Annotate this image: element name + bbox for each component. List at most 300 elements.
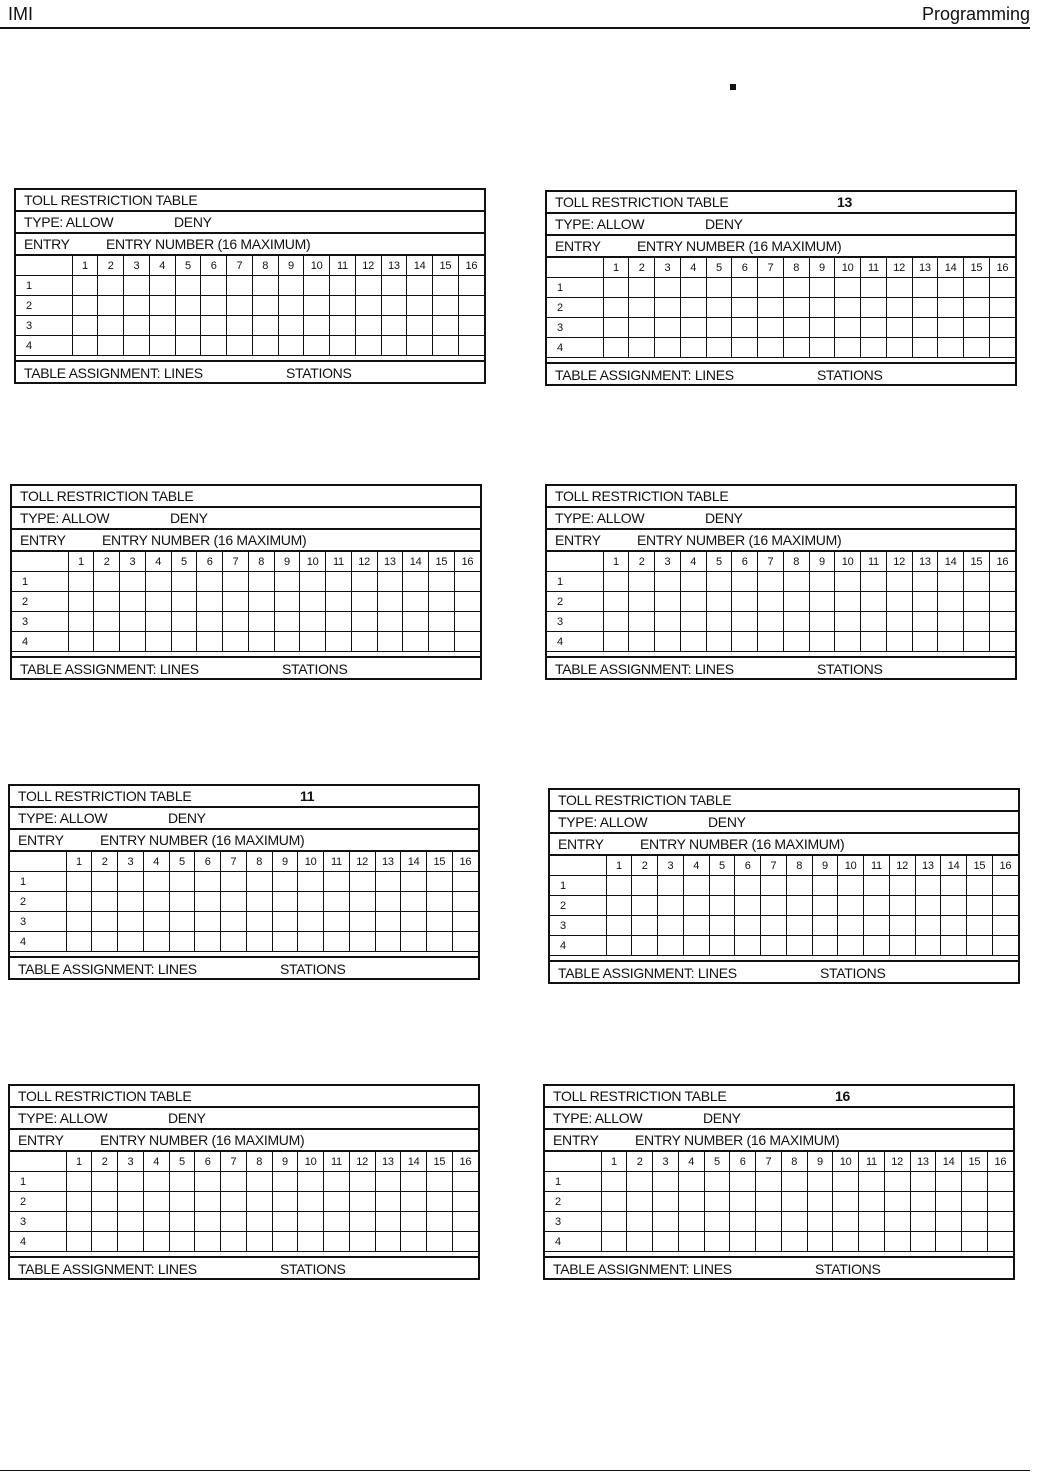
entry-cell[interactable]: [683, 916, 709, 936]
entry-cell[interactable]: [427, 912, 453, 932]
entry-cell[interactable]: [709, 916, 735, 936]
entry-cell[interactable]: [864, 876, 890, 896]
entry-cell[interactable]: [962, 1192, 988, 1212]
entry-cell[interactable]: [407, 296, 433, 316]
entry-cell[interactable]: [989, 278, 1015, 298]
entry-cell[interactable]: [298, 1192, 324, 1212]
entry-cell[interactable]: [884, 1232, 910, 1252]
entry-cell[interactable]: [964, 632, 990, 652]
entry-cell[interactable]: [658, 876, 684, 896]
entry-cell[interactable]: [355, 316, 381, 336]
entry-cell[interactable]: [835, 592, 861, 612]
entry-cell[interactable]: [375, 1232, 401, 1252]
entry-cell[interactable]: [375, 1212, 401, 1232]
entry-cell[interactable]: [427, 1172, 453, 1192]
entry-cell[interactable]: [201, 296, 227, 316]
entry-cell[interactable]: [227, 316, 253, 336]
entry-cell[interactable]: [709, 896, 735, 916]
entry-cell[interactable]: [298, 1212, 324, 1232]
entry-cell[interactable]: [732, 338, 758, 358]
entry-cell[interactable]: [377, 612, 403, 632]
entry-cell[interactable]: [143, 1212, 169, 1232]
entry-cell[interactable]: [195, 1212, 221, 1232]
entry-cell[interactable]: [278, 296, 304, 316]
entry-cell[interactable]: [807, 1192, 833, 1212]
entry-cell[interactable]: [324, 1232, 350, 1252]
entry-cell[interactable]: [835, 278, 861, 298]
entry-cell[interactable]: [375, 1172, 401, 1192]
entry-cell[interactable]: [195, 1192, 221, 1212]
entry-cell[interactable]: [629, 592, 655, 612]
entry-cell[interactable]: [781, 1212, 807, 1232]
entry-cell[interactable]: [629, 572, 655, 592]
entry-cell[interactable]: [629, 318, 655, 338]
entry-cell[interactable]: [94, 612, 120, 632]
entry-cell[interactable]: [92, 1172, 118, 1192]
entry-cell[interactable]: [221, 912, 247, 932]
entry-cell[interactable]: [964, 612, 990, 632]
entry-cell[interactable]: [962, 1232, 988, 1252]
entry-cell[interactable]: [349, 892, 375, 912]
entry-cell[interactable]: [987, 1212, 1013, 1232]
entry-cell[interactable]: [833, 1212, 859, 1232]
entry-cell[interactable]: [120, 572, 146, 592]
entry-cell[interactable]: [145, 632, 171, 652]
entry-cell[interactable]: [756, 1192, 782, 1212]
entry-cell[interactable]: [143, 1192, 169, 1212]
entry-cell[interactable]: [653, 1172, 679, 1192]
entry-cell[interactable]: [72, 336, 98, 356]
entry-cell[interactable]: [761, 876, 787, 896]
entry-cell[interactable]: [938, 338, 964, 358]
entry-cell[interactable]: [92, 1212, 118, 1232]
entry-cell[interactable]: [627, 1172, 653, 1192]
entry-cell[interactable]: [941, 916, 967, 936]
entry-cell[interactable]: [783, 592, 809, 612]
entry-cell[interactable]: [781, 1232, 807, 1252]
entry-cell[interactable]: [783, 278, 809, 298]
entry-cell[interactable]: [401, 1172, 427, 1192]
entry-cell[interactable]: [809, 278, 835, 298]
entry-cell[interactable]: [783, 572, 809, 592]
entry-cell[interactable]: [962, 1172, 988, 1192]
entry-cell[interactable]: [298, 872, 324, 892]
entry-cell[interactable]: [886, 612, 912, 632]
entry-cell[interactable]: [355, 296, 381, 316]
entry-cell[interactable]: [330, 336, 356, 356]
entry-cell[interactable]: [98, 296, 124, 316]
entry-cell[interactable]: [304, 336, 330, 356]
entry-cell[interactable]: [246, 1232, 272, 1252]
entry-cell[interactable]: [349, 1192, 375, 1212]
entry-cell[interactable]: [964, 592, 990, 612]
entry-cell[interactable]: [678, 1192, 704, 1212]
entry-cell[interactable]: [655, 338, 681, 358]
entry-cell[interactable]: [632, 916, 658, 936]
entry-cell[interactable]: [786, 876, 812, 896]
entry-cell[interactable]: [377, 632, 403, 652]
entry-cell[interactable]: [197, 572, 223, 592]
entry-cell[interactable]: [454, 612, 480, 632]
entry-cell[interactable]: [246, 932, 272, 952]
entry-cell[interactable]: [706, 318, 732, 338]
entry-cell[interactable]: [427, 872, 453, 892]
entry-cell[interactable]: [351, 592, 377, 612]
entry-cell[interactable]: [375, 872, 401, 892]
entry-cell[interactable]: [912, 572, 938, 592]
entry-cell[interactable]: [886, 572, 912, 592]
entry-cell[interactable]: [758, 278, 784, 298]
entry-cell[interactable]: [629, 278, 655, 298]
entry-cell[interactable]: [964, 318, 990, 338]
entry-cell[interactable]: [732, 298, 758, 318]
entry-cell[interactable]: [658, 896, 684, 916]
entry-cell[interactable]: [941, 896, 967, 916]
entry-cell[interactable]: [807, 1212, 833, 1232]
entry-cell[interactable]: [246, 912, 272, 932]
entry-cell[interactable]: [601, 1212, 627, 1232]
entry-cell[interactable]: [886, 278, 912, 298]
entry-cell[interactable]: [175, 276, 201, 296]
entry-cell[interactable]: [401, 1212, 427, 1232]
entry-cell[interactable]: [300, 612, 326, 632]
entry-cell[interactable]: [326, 632, 352, 652]
entry-cell[interactable]: [401, 1232, 427, 1252]
entry-cell[interactable]: [351, 612, 377, 632]
entry-cell[interactable]: [324, 912, 350, 932]
entry-cell[interactable]: [835, 318, 861, 338]
entry-cell[interactable]: [989, 632, 1015, 652]
entry-cell[interactable]: [221, 1172, 247, 1192]
entry-cell[interactable]: [98, 336, 124, 356]
entry-cell[interactable]: [120, 592, 146, 612]
entry-cell[interactable]: [401, 872, 427, 892]
entry-cell[interactable]: [304, 316, 330, 336]
entry-cell[interactable]: [221, 1192, 247, 1212]
entry-cell[interactable]: [381, 316, 407, 336]
entry-cell[interactable]: [912, 338, 938, 358]
entry-cell[interactable]: [655, 318, 681, 338]
entry-cell[interactable]: [835, 632, 861, 652]
entry-cell[interactable]: [195, 892, 221, 912]
entry-cell[interactable]: [603, 572, 629, 592]
entry-cell[interactable]: [433, 276, 459, 296]
entry-cell[interactable]: [987, 1172, 1013, 1192]
entry-cell[interactable]: [330, 316, 356, 336]
entry-cell[interactable]: [732, 572, 758, 592]
entry-cell[interactable]: [118, 872, 144, 892]
entry-cell[interactable]: [886, 318, 912, 338]
entry-cell[interactable]: [377, 592, 403, 612]
entry-cell[interactable]: [197, 592, 223, 612]
entry-cell[interactable]: [812, 916, 838, 936]
entry-cell[interactable]: [861, 632, 887, 652]
entry-cell[interactable]: [227, 276, 253, 296]
entry-cell[interactable]: [861, 572, 887, 592]
entry-cell[interactable]: [454, 572, 480, 592]
entry-cell[interactable]: [298, 1172, 324, 1192]
entry-cell[interactable]: [92, 892, 118, 912]
entry-cell[interactable]: [351, 572, 377, 592]
entry-cell[interactable]: [248, 592, 274, 612]
entry-cell[interactable]: [989, 298, 1015, 318]
entry-cell[interactable]: [433, 296, 459, 316]
entry-cell[interactable]: [756, 1212, 782, 1232]
entry-cell[interactable]: [195, 872, 221, 892]
entry-cell[interactable]: [859, 1212, 885, 1232]
entry-cell[interactable]: [992, 936, 1018, 956]
entry-cell[interactable]: [118, 932, 144, 952]
entry-cell[interactable]: [124, 336, 150, 356]
entry-cell[interactable]: [835, 338, 861, 358]
entry-cell[interactable]: [452, 892, 478, 912]
entry-cell[interactable]: [758, 632, 784, 652]
entry-cell[interactable]: [735, 936, 761, 956]
entry-cell[interactable]: [223, 572, 249, 592]
entry-cell[interactable]: [351, 632, 377, 652]
entry-cell[interactable]: [429, 612, 455, 632]
entry-cell[interactable]: [910, 1192, 936, 1212]
entry-cell[interactable]: [375, 1192, 401, 1212]
entry-cell[interactable]: [601, 1232, 627, 1252]
entry-cell[interactable]: [864, 916, 890, 936]
entry-cell[interactable]: [169, 1192, 195, 1212]
entry-cell[interactable]: [655, 592, 681, 612]
entry-cell[interactable]: [274, 612, 300, 632]
entry-cell[interactable]: [735, 916, 761, 936]
entry-cell[interactable]: [300, 632, 326, 652]
entry-cell[interactable]: [629, 632, 655, 652]
entry-cell[interactable]: [298, 892, 324, 912]
entry-cell[interactable]: [632, 876, 658, 896]
entry-cell[interactable]: [248, 612, 274, 632]
entry-cell[interactable]: [171, 612, 197, 632]
entry-cell[interactable]: [169, 912, 195, 932]
entry-cell[interactable]: [458, 296, 484, 316]
entry-cell[interactable]: [704, 1232, 730, 1252]
entry-cell[interactable]: [118, 1212, 144, 1232]
entry-cell[interactable]: [627, 1232, 653, 1252]
entry-cell[interactable]: [603, 632, 629, 652]
entry-cell[interactable]: [838, 876, 864, 896]
entry-cell[interactable]: [761, 916, 787, 936]
entry-cell[interactable]: [756, 1232, 782, 1252]
entry-cell[interactable]: [145, 612, 171, 632]
entry-cell[interactable]: [66, 1212, 92, 1232]
entry-cell[interactable]: [809, 318, 835, 338]
entry-cell[interactable]: [169, 1172, 195, 1192]
entry-cell[interactable]: [706, 338, 732, 358]
entry-cell[interactable]: [730, 1192, 756, 1212]
entry-cell[interactable]: [941, 876, 967, 896]
entry-cell[interactable]: [118, 912, 144, 932]
entry-cell[interactable]: [680, 278, 706, 298]
entry-cell[interactable]: [324, 892, 350, 912]
entry-cell[interactable]: [680, 318, 706, 338]
entry-cell[interactable]: [324, 1172, 350, 1192]
entry-cell[interactable]: [458, 316, 484, 336]
entry-cell[interactable]: [886, 592, 912, 612]
entry-cell[interactable]: [809, 592, 835, 612]
entry-cell[interactable]: [655, 572, 681, 592]
entry-cell[interactable]: [861, 612, 887, 632]
entry-cell[interactable]: [915, 896, 941, 916]
entry-cell[interactable]: [838, 936, 864, 956]
entry-cell[interactable]: [452, 1172, 478, 1192]
entry-cell[interactable]: [658, 936, 684, 956]
entry-cell[interactable]: [864, 936, 890, 956]
entry-cell[interactable]: [201, 276, 227, 296]
entry-cell[interactable]: [989, 318, 1015, 338]
entry-cell[interactable]: [730, 1212, 756, 1232]
entry-cell[interactable]: [246, 1172, 272, 1192]
entry-cell[interactable]: [730, 1232, 756, 1252]
entry-cell[interactable]: [910, 1212, 936, 1232]
entry-cell[interactable]: [606, 916, 632, 936]
entry-cell[interactable]: [407, 276, 433, 296]
entry-cell[interactable]: [833, 1232, 859, 1252]
entry-cell[interactable]: [758, 298, 784, 318]
entry-cell[interactable]: [786, 896, 812, 916]
entry-cell[interactable]: [330, 276, 356, 296]
entry-cell[interactable]: [252, 296, 278, 316]
entry-cell[interactable]: [706, 298, 732, 318]
entry-cell[interactable]: [145, 572, 171, 592]
entry-cell[interactable]: [704, 1192, 730, 1212]
entry-cell[interactable]: [704, 1172, 730, 1192]
entry-cell[interactable]: [68, 612, 94, 632]
entry-cell[interactable]: [912, 612, 938, 632]
entry-cell[interactable]: [427, 892, 453, 912]
entry-cell[interactable]: [683, 936, 709, 956]
entry-cell[interactable]: [120, 612, 146, 632]
entry-cell[interactable]: [756, 1172, 782, 1192]
entry-cell[interactable]: [658, 916, 684, 936]
entry-cell[interactable]: [678, 1232, 704, 1252]
entry-cell[interactable]: [680, 592, 706, 612]
entry-cell[interactable]: [72, 276, 98, 296]
entry-cell[interactable]: [835, 298, 861, 318]
entry-cell[interactable]: [709, 876, 735, 896]
entry-cell[interactable]: [403, 572, 429, 592]
entry-cell[interactable]: [407, 336, 433, 356]
entry-cell[interactable]: [300, 592, 326, 612]
entry-cell[interactable]: [72, 316, 98, 336]
entry-cell[interactable]: [452, 1212, 478, 1232]
entry-cell[interactable]: [601, 1172, 627, 1192]
entry-cell[interactable]: [403, 592, 429, 612]
entry-cell[interactable]: [992, 896, 1018, 916]
entry-cell[interactable]: [653, 1212, 679, 1232]
entry-cell[interactable]: [992, 916, 1018, 936]
entry-cell[interactable]: [403, 632, 429, 652]
entry-cell[interactable]: [429, 592, 455, 612]
entry-cell[interactable]: [223, 632, 249, 652]
entry-cell[interactable]: [732, 612, 758, 632]
entry-cell[interactable]: [655, 298, 681, 318]
entry-cell[interactable]: [889, 916, 915, 936]
entry-cell[interactable]: [962, 1212, 988, 1232]
entry-cell[interactable]: [92, 1192, 118, 1212]
entry-cell[interactable]: [859, 1192, 885, 1212]
entry-cell[interactable]: [149, 316, 175, 336]
entry-cell[interactable]: [704, 1212, 730, 1232]
entry-cell[interactable]: [143, 912, 169, 932]
entry-cell[interactable]: [859, 1172, 885, 1192]
entry-cell[interactable]: [324, 1212, 350, 1232]
entry-cell[interactable]: [433, 336, 459, 356]
entry-cell[interactable]: [915, 916, 941, 936]
entry-cell[interactable]: [246, 1192, 272, 1212]
entry-cell[interactable]: [223, 592, 249, 612]
entry-cell[interactable]: [377, 572, 403, 592]
entry-cell[interactable]: [221, 1212, 247, 1232]
entry-cell[interactable]: [680, 612, 706, 632]
entry-cell[interactable]: [92, 932, 118, 952]
entry-cell[interactable]: [730, 1172, 756, 1192]
entry-cell[interactable]: [629, 612, 655, 632]
entry-cell[interactable]: [989, 612, 1015, 632]
entry-cell[interactable]: [884, 1192, 910, 1212]
entry-cell[interactable]: [812, 936, 838, 956]
entry-cell[interactable]: [680, 572, 706, 592]
entry-cell[interactable]: [66, 1172, 92, 1192]
entry-cell[interactable]: [272, 892, 298, 912]
entry-cell[interactable]: [171, 572, 197, 592]
entry-cell[interactable]: [201, 316, 227, 336]
entry-cell[interactable]: [300, 572, 326, 592]
entry-cell[interactable]: [143, 1232, 169, 1252]
entry-cell[interactable]: [735, 896, 761, 916]
entry-cell[interactable]: [452, 872, 478, 892]
entry-cell[interactable]: [452, 1232, 478, 1252]
entry-cell[interactable]: [169, 892, 195, 912]
entry-cell[interactable]: [886, 632, 912, 652]
entry-cell[interactable]: [274, 572, 300, 592]
entry-cell[interactable]: [326, 572, 352, 592]
entry-cell[interactable]: [278, 336, 304, 356]
entry-cell[interactable]: [967, 936, 993, 956]
entry-cell[interactable]: [221, 932, 247, 952]
entry-cell[interactable]: [967, 896, 993, 916]
entry-cell[interactable]: [458, 336, 484, 356]
entry-cell[interactable]: [118, 1232, 144, 1252]
entry-cell[interactable]: [66, 912, 92, 932]
entry-cell[interactable]: [603, 612, 629, 632]
entry-cell[interactable]: [964, 572, 990, 592]
entry-cell[interactable]: [195, 1232, 221, 1252]
entry-cell[interactable]: [833, 1172, 859, 1192]
entry-cell[interactable]: [781, 1192, 807, 1212]
entry-cell[interactable]: [272, 872, 298, 892]
entry-cell[interactable]: [349, 1212, 375, 1232]
entry-cell[interactable]: [201, 336, 227, 356]
entry-cell[interactable]: [683, 896, 709, 916]
entry-cell[interactable]: [349, 872, 375, 892]
entry-cell[interactable]: [680, 632, 706, 652]
entry-cell[interactable]: [938, 572, 964, 592]
entry-cell[interactable]: [427, 932, 453, 952]
entry-cell[interactable]: [149, 296, 175, 316]
entry-cell[interactable]: [606, 876, 632, 896]
entry-cell[interactable]: [272, 1212, 298, 1232]
entry-cell[interactable]: [429, 632, 455, 652]
entry-cell[interactable]: [169, 932, 195, 952]
entry-cell[interactable]: [324, 872, 350, 892]
entry-cell[interactable]: [938, 612, 964, 632]
entry-cell[interactable]: [786, 916, 812, 936]
entry-cell[interactable]: [809, 298, 835, 318]
